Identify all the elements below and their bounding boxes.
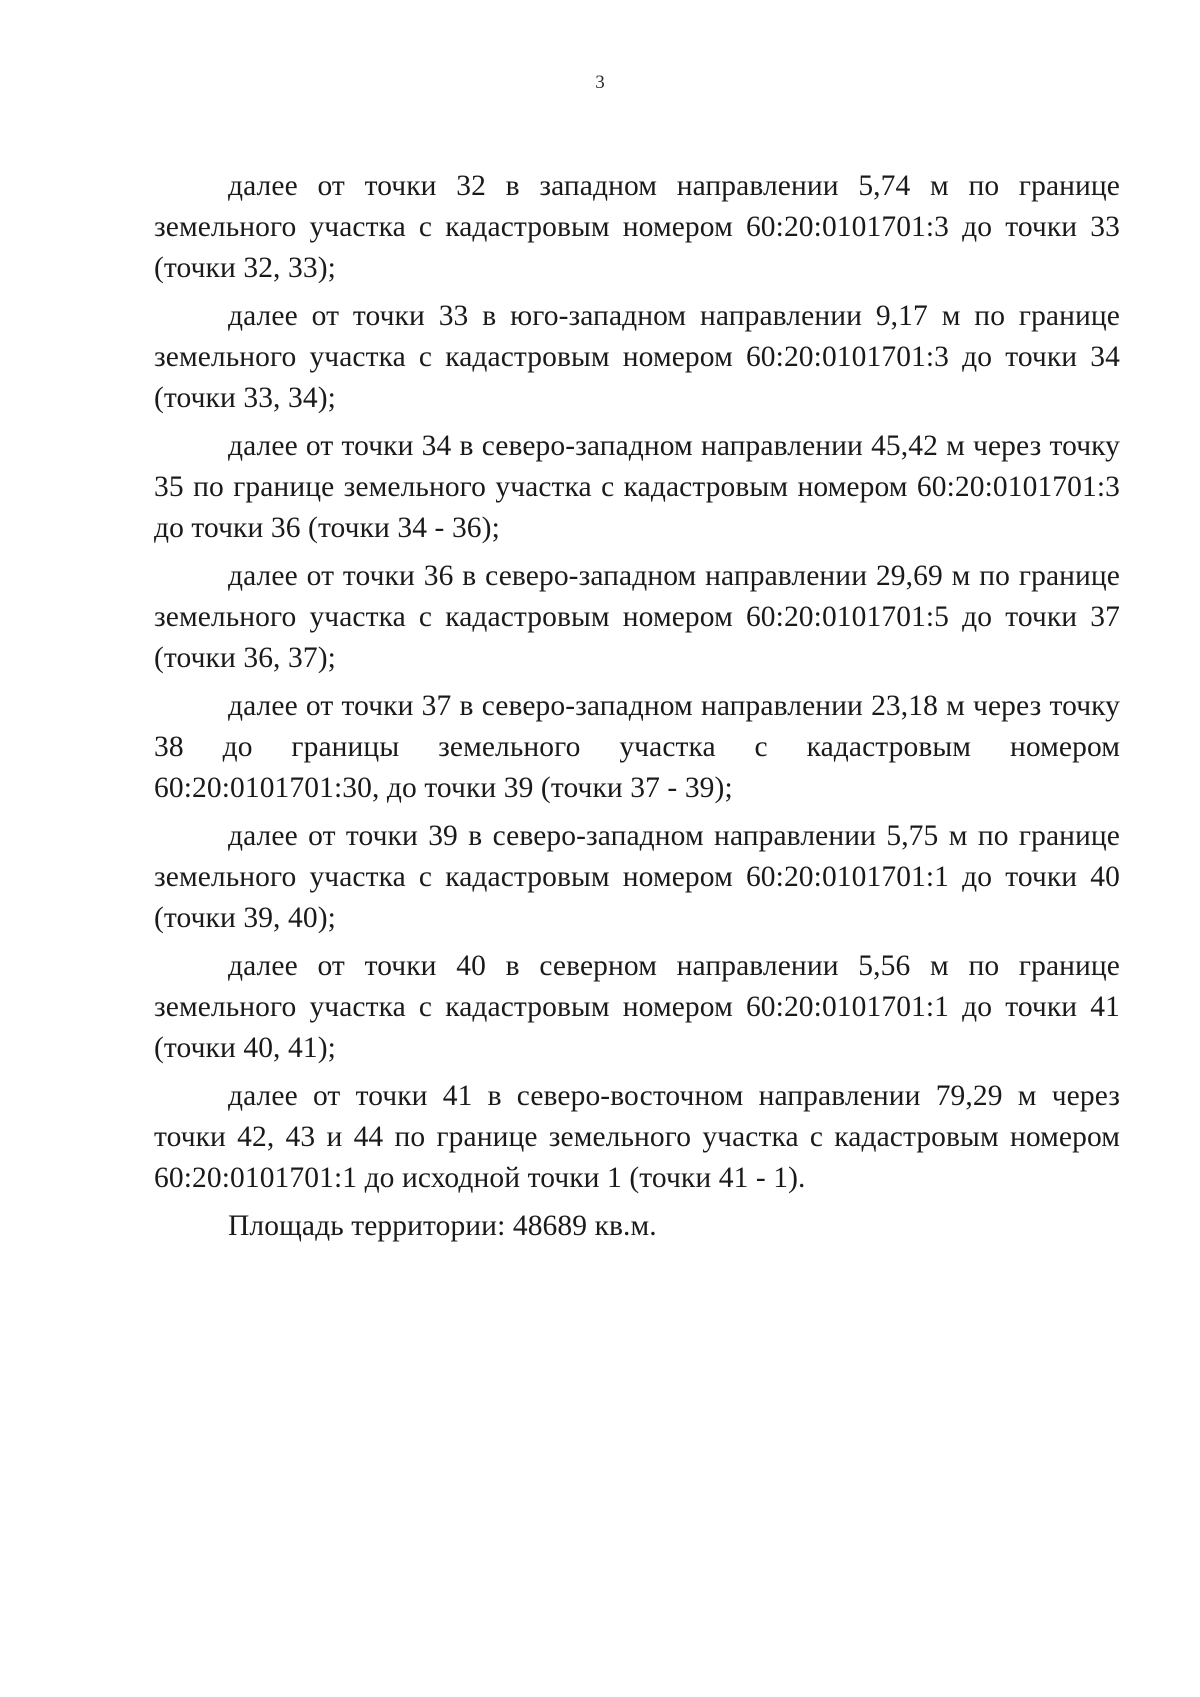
boundary-paragraph-34-36: далее от точки 34 в северо-западном направлении 45,42 м через точку 35 по границе земельного участка с кадастровым номером 60:20:0101701:3 до точки 36 (точки 34 - 36); [154, 430, 1120, 544]
boundary-paragraph-40-41: далее от точки 40 в северном направлении 5,56 м по границе земельного участка с кадастровым номером 60:20:0101701:1 до точки 41 (точки 40, 41); [154, 950, 1120, 1064]
page-number: 3 [595, 72, 605, 93]
boundary-paragraph-36-37: далее от точки 36 в северо-западном направлении 29,69 м по границе земельного участка с кадастровым номером 60:20:0101701:5 до точки 37 (точки 36, 37); [154, 560, 1120, 674]
area-statement: Площадь территории: 48689 кв.м. [228, 1210, 657, 1242]
boundary-paragraph-33-34: далее от точки 33 в юго-западном направлении 9,17 м по границе земельного участка с кадастровым номером 60:20:0101701:3 до точки 34 (точки 33, 34); [154, 300, 1120, 414]
document-body [154, 166, 1120, 1254]
boundary-paragraph-39-40: далее от точки 39 в северо-западном направлении 5,75 м по границе земельного участка с кадастровым номером 60:20:0101701:1 до точки 40 (точки 39, 40); [154, 820, 1120, 934]
boundary-paragraph-32-33: далее от точки 32 в западном направлении 5,74 м по границе земельного участка с кадастровым номером 60:20:0101701:3 до точки 33 (точки 32, 33); [154, 170, 1120, 284]
boundary-paragraph-37-39: далее от точки 37 в северо-западном направлении 23,18 м через точку 38 до границы земельного участка с кадастровым номером 60:20:0101701:30, до точки 39 (точки 37 - 39); [154, 690, 1120, 804]
boundary-paragraph-41-1: далее от точки 41 в северо-восточном направлении 79,29 м через точки 42, 43 и 44 по границе земельного участка с кадастровым номером 60:20:0101701:1 до исходной точки 1 (точки 41 - 1). [154, 1080, 1120, 1194]
